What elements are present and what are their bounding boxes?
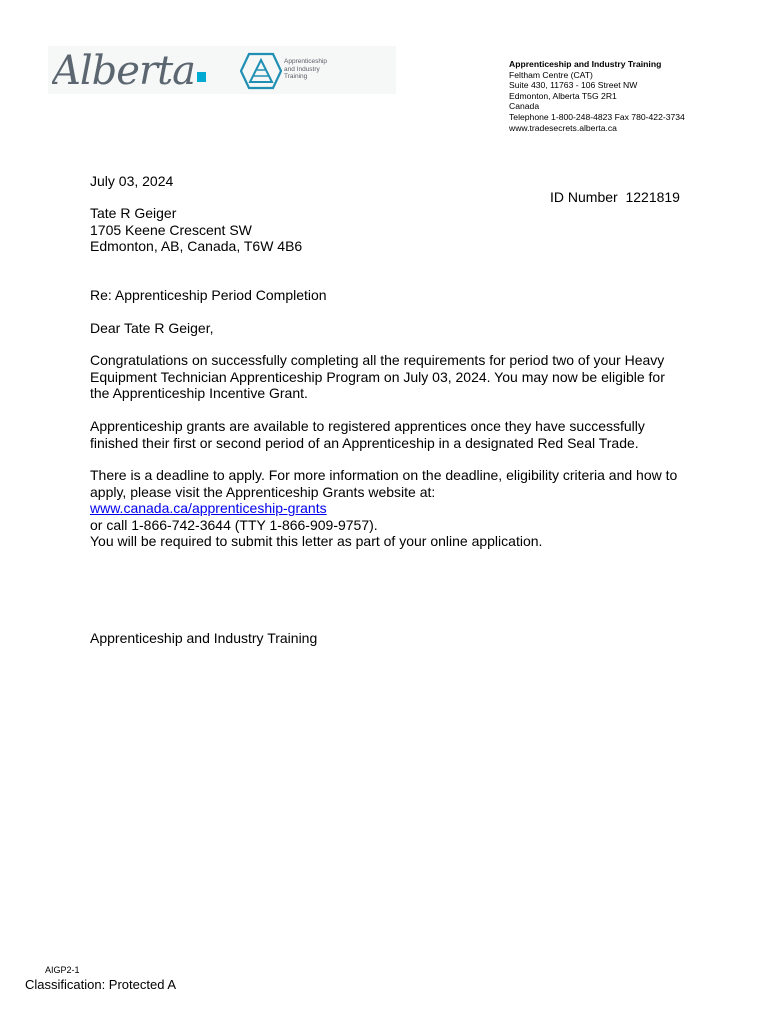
ait-logo-icon (240, 52, 282, 90)
recipient-city: Edmonton, AB, Canada, T6W 4B6 (90, 238, 303, 254)
apprenticeship-grants-link[interactable]: www.canada.ca/apprenticeship-grants (90, 500, 327, 516)
recipient-name: Tate R Geiger (90, 205, 177, 221)
paragraph-line: finished their first or second period of an Apprenticeship in a designated Red Seal Trade. (90, 434, 639, 451)
paragraph-grants (90, 418, 645, 451)
sender-city: Edmonton, Alberta T5G 2R1 (509, 90, 617, 101)
alberta-logo-square (197, 72, 206, 82)
recipient-street: 1705 Keene Crescent SW (90, 221, 252, 238)
paragraph-line: Congratulations on successfully completing all the requirements for period two of your Heavy (90, 352, 665, 368)
paragraph-line: Equipment Technician Apprenticeship Program on July 03, 2024. You may now be eligible for (90, 368, 665, 385)
ait-logo-line: Training (284, 73, 308, 80)
paragraph-line-prefix: apply, please visit the Apprenticeship Grants website at: (90, 483, 436, 500)
id-number-label: ID Number (550, 189, 618, 205)
recipient-address (90, 205, 302, 255)
id-number-value: 1221819 (625, 189, 680, 205)
ait-logo-line: and Industry (284, 65, 320, 73)
letter-salutation: Dear Tate R Geiger, (90, 320, 214, 336)
paragraph-congratulations (90, 352, 665, 402)
sender-phone-fax: Telephone 1-800-248-4823 Fax 780-422-3734 (509, 111, 685, 122)
sender-country: Canada (509, 101, 540, 112)
sender-street: Suite 430, 11763 - 106 Street NW (509, 80, 638, 91)
paragraph-submit: You will be required to submit this letter as part of your online application. (90, 533, 543, 549)
alberta-logo (52, 42, 212, 98)
sender-website: www.tradesecrets.alberta.ca (509, 122, 617, 133)
paragraph-line: or call 1-866-742-3644 (TTY 1-866-909-9757). (90, 516, 378, 533)
id-number (550, 189, 680, 206)
ait-logo-text (284, 58, 327, 81)
ait-logo-line: Apprenticeship (284, 58, 327, 65)
paragraph-line (90, 484, 677, 517)
sender-organization: Apprenticeship and Industry Training (509, 59, 662, 69)
sender-address-block (509, 59, 685, 133)
form-code: AIGP2-1 (45, 965, 80, 975)
paragraph-deadline (90, 467, 677, 533)
letter-signoff: Apprenticeship and Industry Training (90, 630, 318, 646)
sender-building: Feltham Centre (CAT) (509, 69, 593, 80)
classification-label: Classification: Protected A (25, 977, 177, 992)
letter-subject: Re: Apprenticeship Period Completion (90, 287, 327, 303)
letter-date: July 03, 2024 (90, 173, 174, 189)
paragraph-line: the Apprenticeship Incentive Grant. (90, 385, 308, 401)
alberta-logo-text: Alberta (52, 48, 195, 94)
paragraph-line: Apprenticeship grants are available to registered apprentices once they have successfully (90, 418, 645, 434)
paragraph-line: There is a deadline to apply. For more information on the deadline, eligibility criteria and how to (90, 467, 678, 483)
